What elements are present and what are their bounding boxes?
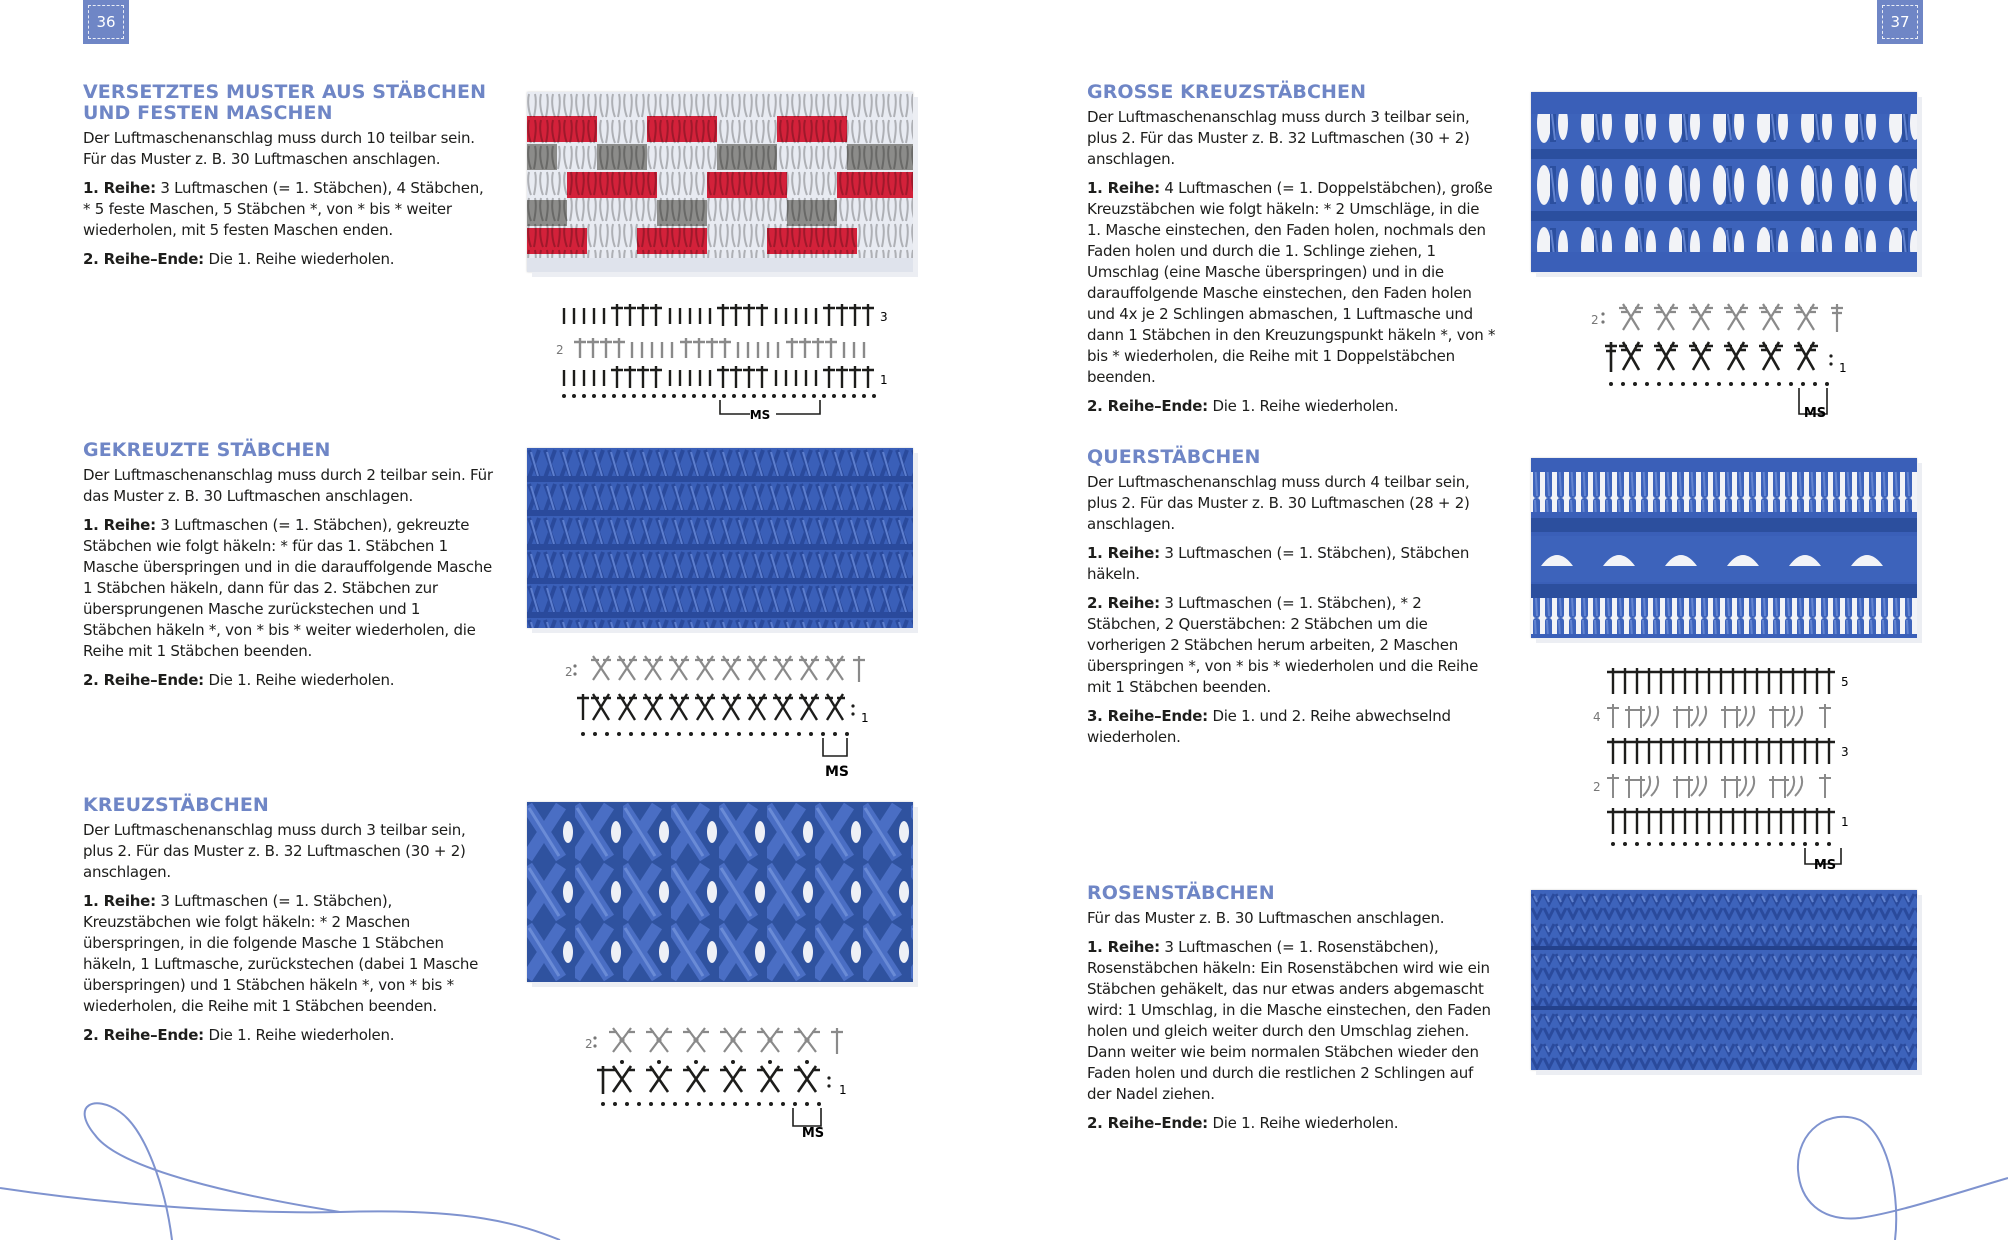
row-text: 3 Luftmaschen (= 1. Stäbchen), 4 Stäbchen, * 5 feste Maschen, 5 Stäbchen *, von * bis * weiter wiederholen, mit 5 festen Maschen enden. [83, 179, 484, 239]
row-label: 1. Reihe: [1087, 544, 1160, 562]
row-label: 3. Reihe–Ende: [1087, 707, 1208, 725]
section-rosenstaebchen [1087, 883, 1497, 1142]
diagram-row-label: 4 [1593, 710, 1601, 724]
diagram-row-label: 1 [880, 373, 888, 387]
row-text: 3 Luftmaschen (= 1. Stäbchen), Stäbchen häkeln. [1087, 544, 1470, 583]
diagram-row-label: 2 [1591, 313, 1599, 327]
diagram-row-label: 2 [565, 665, 573, 679]
row-text: 3 Luftmaschen (= 1. Rosenstäbchen), Rosenstäbchen häkeln: Ein Rosenstäbchen wird wie ein Stäbchen gehäkelt, das nur etwas anders abgemascht wird: 1 Umschlag, in die Masche einstechen, den Faden holen und gleich weiter durch den Umschlag ziehen. Dann weiter wie beim normalen Stäbchen wieder den Faden holen und durch die restlichen 2 Schlingen auf der Nadel ziehen. [1087, 938, 1491, 1103]
row-text: Die 1. Reihe wiederholen. [203, 250, 395, 268]
row-instruction [1087, 396, 1497, 417]
section-intro: Der Luftmaschenanschlag muss durch 3 teilbar sein, plus 2. Für das Muster z. B. 32 Luftmaschen (30 + 2) anschlagen. [1087, 108, 1470, 168]
row-label: 2. Reihe–Ende: [83, 671, 204, 689]
row-instruction [1087, 1113, 1497, 1134]
section-intro: Der Luftmaschenanschlag muss durch 2 teilbar sein. Für das Muster z. B. 30 Luftmaschen anschlagen. [83, 466, 493, 505]
row-text: Die 1. Reihe wiederholen. [203, 671, 395, 689]
row-instruction [1087, 593, 1497, 698]
swatch-photo-versetztes-muster [527, 92, 913, 272]
page-number-left [83, 0, 129, 44]
section-gekreuzte-staebchen [83, 440, 493, 699]
row-text: Die 1. Reihe wiederholen. [1207, 397, 1399, 415]
row-instruction [83, 178, 493, 241]
diagram-row-label: 3 [1841, 745, 1849, 759]
row-label: 1. Reihe: [83, 892, 156, 910]
page-number-right [1877, 0, 1923, 44]
row-label: 2. Reihe–Ende: [83, 1026, 204, 1044]
diagram-ms-label: MS [1803, 406, 1827, 421]
crochet-diagram-grosse-kreuzstaebchen [1591, 300, 1865, 425]
row-label: 1. Reihe: [1087, 179, 1160, 197]
section-querstaebchen [1087, 447, 1497, 756]
section-grosse-kreuzstaebchen [1087, 82, 1497, 425]
diagram-row-label: 3 [880, 310, 888, 324]
row-instruction [1087, 937, 1497, 1105]
row-instruction [83, 891, 493, 1017]
row-instruction [1087, 178, 1497, 388]
row-label: 2. Reihe–Ende: [1087, 1114, 1208, 1132]
section-title: QUERSTÄBCHEN [1087, 446, 1261, 468]
row-text: 3 Luftmaschen (= 1. Stäbchen), Kreuzstäbchen wie folgt häkeln: * 2 Maschen überspringen, in die folgende Masche 1 Stäbchen häkeln, 1 Luftmasche, zurückstechen (dabei 1 Masche überspringen) und 1 Stäbchen häkeln *, von * bis * wiederholen, die Reihe mit 1 Stäbchen beenden. [83, 892, 479, 1015]
section-intro: Für das Muster z. B. 30 Luftmaschen anschlagen. [1087, 909, 1445, 927]
diagram-row-label: 1 [1839, 361, 1847, 375]
row-label: 1. Reihe: [83, 516, 156, 534]
row-text: 3 Luftmaschen (= 1. Stäbchen), gekreuzte Stäbchen wie folgt häkeln: * für das 1. Stäbchen 1 Masche überspringen und in die darauffolgende Masche 1 Stäbchen häkeln, dann für das 2. Stäbchen zur übersprungenen Masche zurückstechen und 1 Stäbchen häkeln *, von * bis * weiter wiederholen, die Reihe mit 1 Stäbchen beenden. [83, 516, 492, 660]
row-text: 3 Luftmaschen (= 1. Stäbchen), * 2 Stäbchen, 2 Querstäbchen: 2 Stäbchen um die vorherigen 2 Stäbchen herum arbeiten, 2 Maschen überspringen *, von * bis * wiederholen und die Reihe mit 1 Stäbchen beenden. [1087, 594, 1479, 696]
row-text: 4 Luftmaschen (= 1. Doppelstäbchen), große Kreuzstäbchen wie folgt häkeln: * 2 Umschläge, in die 1. Masche einstechen, den Faden holen, nochmals den Faden holen und durch die 1. Schlinge ziehen, 1 Umschlag (eine Masche überspringen) und in die darauffolgende Masche einstechen, den Faden holen und 4x je 2 Schlingen abmaschen, 1 Luftmasche und dann 1 Stäbchen in den Kreuzungspunkt häkeln *, von * bis * wiederholen, die Reihe mit 1 Doppelstäbchen beenden. [1087, 179, 1496, 386]
diagram-row-label: 2 [1593, 780, 1601, 794]
row-instruction [1087, 706, 1497, 748]
crochet-diagram-versetztes-muster [550, 300, 890, 425]
row-text: Die 1. Reihe wiederholen. [1207, 1114, 1399, 1132]
section-intro: Der Luftmaschenanschlag muss durch 10 teilbar sein. Für das Muster z. B. 30 Luftmaschen anschlagen. [83, 129, 475, 168]
crochet-diagram-gekreuzte-staebchen [565, 650, 885, 780]
section-title: GROSSE KREUZSTÄBCHEN [1087, 81, 1367, 103]
diagram-row-label: 1 [839, 1083, 847, 1097]
diagram-row-label: 1 [1841, 815, 1849, 829]
row-label: 1. Reihe: [1087, 938, 1160, 956]
crochet-diagram-kreuzstaebchen [585, 1020, 865, 1145]
section-versetztes-muster [83, 82, 493, 278]
swatch-photo-querstaebchen [1531, 458, 1917, 638]
swatch-photo-grosse-kreuzstaebchen [1531, 92, 1917, 272]
section-title: ROSENSTÄBCHEN [1087, 882, 1275, 904]
row-label: 2. Reihe–Ende: [1087, 397, 1208, 415]
section-title: GEKREUZTE STÄBCHEN [83, 439, 331, 461]
diagram-row-label: 1 [861, 711, 869, 725]
section-kreuzstaebchen [83, 795, 493, 1054]
row-label: 2. Reihe–Ende: [83, 250, 204, 268]
section-title: VERSETZTES MUSTER AUS STÄBCHEN UND FESTEN MASCHEN [83, 81, 487, 124]
section-intro: Der Luftmaschenanschlag muss durch 4 teilbar sein, plus 2. Für das Muster z. B. 30 Luftmaschen (28 + 2) anschlagen. [1087, 473, 1470, 533]
row-text: Die 1. Reihe wiederholen. [203, 1026, 395, 1044]
row-instruction [83, 1025, 493, 1046]
crochet-diagram-querstaebchen [1595, 662, 1875, 877]
row-instruction [83, 249, 493, 270]
diagram-ms-label: MS [749, 408, 771, 422]
diagram-row-label: 2 [556, 343, 564, 357]
row-label: 1. Reihe: [83, 179, 156, 197]
row-label: 2. Reihe: [1087, 594, 1160, 612]
swatch-photo-kreuzstaebchen [527, 802, 913, 982]
diagram-ms-label: MS [824, 764, 850, 780]
row-instruction [1087, 543, 1497, 585]
swatch-photo-rosenstaebchen [1531, 890, 1917, 1070]
page-number-text: 37 [1890, 13, 1910, 31]
section-title: KREUZSTÄBCHEN [83, 794, 269, 816]
section-intro: Der Luftmaschenanschlag muss durch 3 teilbar sein, plus 2. Für das Muster z. B. 32 Luftmaschen (30 + 2) anschlagen. [83, 821, 466, 881]
diagram-ms-label: MS [801, 1126, 825, 1141]
page-number-text: 36 [96, 13, 116, 31]
row-text: Die 1. und 2. Reihe abwechselnd wiederholen. [1087, 707, 1451, 746]
diagram-ms-label: MS [1813, 858, 1837, 873]
diagram-row-label: 5 [1841, 675, 1849, 689]
swatch-photo-gekreuzte-staebchen [527, 448, 913, 628]
diagram-row-label: 2 [585, 1037, 593, 1051]
row-instruction [83, 515, 493, 662]
row-instruction [83, 670, 493, 691]
